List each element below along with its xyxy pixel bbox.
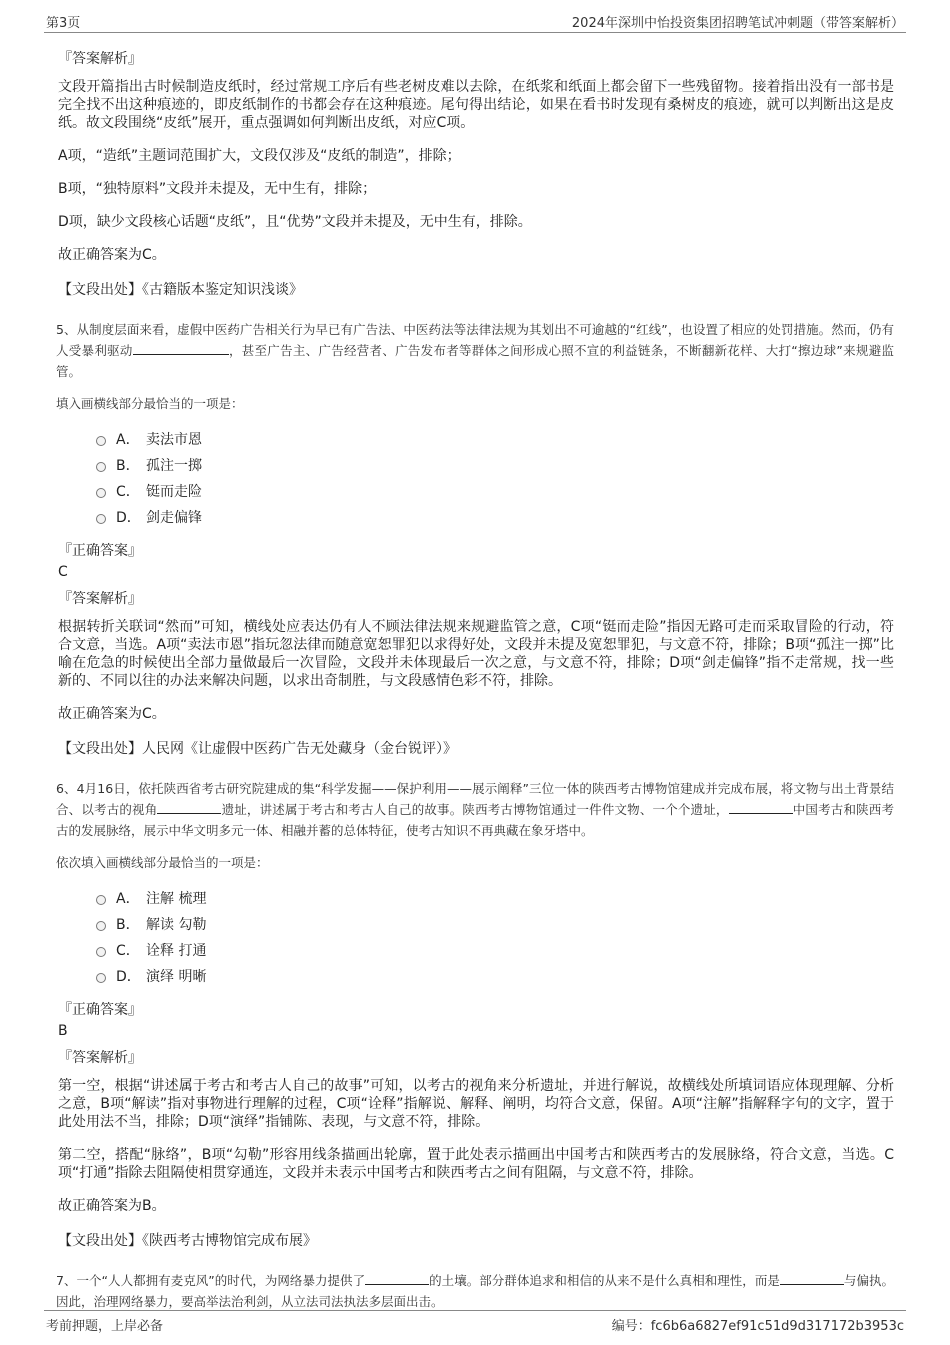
radio-icon[interactable] [96, 462, 106, 472]
q6-options [96, 885, 894, 989]
q4-analysis-paragraph: B项，“独特原料”文段并未提及，无中生有，排除； [58, 181, 377, 197]
radio-icon[interactable] [96, 895, 106, 905]
q5-options [96, 426, 894, 530]
radio-icon[interactable] [96, 488, 106, 498]
q6-stem-text: 中国考古和陕西考古的发展脉络，展示中华文明多元一体、相融并蓄的总体特征，使考古知识不再典藏在象牙塔中。 [56, 802, 894, 838]
page-content [56, 40, 894, 1324]
q5-stem [56, 319, 894, 382]
q7-stem-text: 与偏执。因此，治理网络暴力，要高举法治利剑，从立法司法执法多层面出击。 [56, 1273, 894, 1309]
q5-analysis-paragraph: 根据转折关联词“然而”可知，横线处应表达仍有人不顾法律法规来规避监管之意，C项“铤而走险”指因无路可走而采取冒险的行动，符合文意，当选。A项“卖法市恩”指玩忽法律而随意宽恕罪犯以求得好处，文段并未提及宽恕罪犯，与文意不符，排除；B项“孤注一掷”比喻在危急的时候使出全部力量做最后一次冒险，文段并未体现最后一次之意，与文意不符，排除；D项“剑走偏锋”指不走常规，找一些新的、不同以往的办法来解决问题，以求出奇制胜，与文段感情色彩不符，排除。 [58, 619, 894, 689]
q4-analysis-label: 『答案解析』 [58, 51, 142, 67]
q4-analysis-paragraph: D项，缺少文段核心话题“皮纸”，且“优势”文段并未提及，无中生有，排除。 [58, 214, 532, 230]
q5-option-b[interactable] [96, 452, 894, 478]
option-text: 诠释 打通 [146, 943, 207, 959]
option-text: 孤注一掷 [146, 458, 202, 474]
q6-conclusion: 故正确答案为B。 [58, 1198, 166, 1214]
q5-correct-answer: C [58, 564, 68, 580]
option-letter: C． [116, 943, 140, 959]
q6-analysis-paragraph: 第二空，搭配“脉络”，B项“勾勒”形容用线条描画出轮廓，置于此处表示描画出中国考古和陕西考古的发展脉络，符合文意，当选。C项“打通”指除去阻隔使相贯穿通连，文段并未表示中国考古和陕西考古之间有阻隔，与文意不符，排除。 [58, 1147, 894, 1181]
footer-code [612, 1315, 904, 1334]
q5-stem-text: ，甚至广告主、广告经营者、广告发布者等群体之间形成心照不宣的利益链条，不断翻新花样、大打“擦边球”来规避监管。 [56, 343, 894, 379]
q7-stem-text: 的土壤。部分群体追求和相信的从来不是什么真相和理性，而是 [429, 1273, 780, 1288]
q6-stem-text: 6、4月16日，依托陕西省考古研究院建成的集“科学发掘——保护利用——展示阐释”三位一体的陕西考古博物馆建成并完成布展，将文物与出土背景结合、以考古的视角 [56, 781, 894, 817]
q5-option-c[interactable] [96, 478, 894, 504]
radio-icon[interactable] [96, 514, 106, 524]
q5-correct-label: 『正确答案』 [58, 543, 142, 559]
q5-option-a[interactable] [96, 426, 894, 452]
q5-option-d[interactable] [96, 504, 894, 530]
q5-blank [133, 340, 229, 355]
option-letter: D． [116, 510, 141, 526]
option-letter: A． [116, 432, 140, 448]
footer-code-value: fc6b6a6827ef91c51d9d317172b3953c [650, 1319, 904, 1334]
q6-option-c[interactable] [96, 937, 894, 963]
option-letter: A． [116, 891, 140, 907]
option-text: 卖法市恩 [146, 432, 202, 448]
q6-analysis-paragraph: 第一空，根据“讲述属于考古和考古人自己的故事”可知，以考古的视角来分析遗址，并进行解说，故横线处所填词语应体现理解、分析之意，B项“解读”指对事物进行理解的过程，C项“诠释”指解说、解释、阐明，均符合文意，保留。A项“注解”指解释字句的文字，置于此处用法不当，排除；D项“演绎”指铺陈、表现，与文意不符，排除。 [58, 1078, 894, 1130]
q4-analysis-paragraph: A项，“造纸”主题词范围扩大，文段仅涉及“皮纸的制造”，排除； [58, 148, 461, 164]
option-letter: C． [116, 484, 140, 500]
page-number: 第3页 [46, 16, 81, 31]
q6-stem [56, 778, 894, 841]
page-footer [44, 1310, 906, 1335]
q4-source: 【文段出处】《古籍版本鉴定知识浅谈》 [58, 282, 303, 298]
option-letter: D． [116, 969, 141, 985]
q7-stem [56, 1270, 894, 1312]
q7-blank-1 [365, 1270, 429, 1285]
q6-correct-answer: B [58, 1023, 68, 1039]
option-letter: B． [116, 917, 140, 933]
radio-icon[interactable] [96, 973, 106, 983]
q4-analysis-paragraph: 文段开篇指出古时候制造皮纸时，经过常规工序后有些老树皮难以去除，在纸浆和纸面上都会留下一些残留物。接着指出没有一部书是完全找不出这种痕迹的，即皮纸制作的书都会存在这种痕迹。尾句得出结论，如果在看书时发现有桑树皮的痕迹，就可以判断出这是皮纸。故文段围绕“皮纸”展开，重点强调如何判断出皮纸，对应C项。 [58, 79, 894, 131]
q6-stem-text: 遗址，讲述属于考古和考古人自己的故事。陕西考古博物馆通过一件件文物、一个个遗址， [221, 802, 729, 817]
q6-correct-label: 『正确答案』 [58, 1002, 142, 1018]
document-title: 2024年深圳中怡投资集团招聘笔试冲刺题（带答案解析） [571, 16, 904, 31]
q5-stem-text: 5、从制度层面来看，虚假中医药广告相关行为早已有广告法、中医药法等法律法规为其划出不可逾越的“红线”，也设置了相应的处罚措施。然而，仍有人受暴利驱动 [56, 322, 894, 358]
q6-analysis-label: 『答案解析』 [58, 1050, 142, 1066]
q6-option-d[interactable] [96, 963, 894, 989]
q6-option-a[interactable] [96, 885, 894, 911]
option-text: 解读 勾勒 [146, 917, 207, 933]
q6-instruction: 依次填入画横线部分最恰当的一项是： [56, 855, 269, 870]
footer-slogan: 考前押题，上岸必备 [46, 1319, 164, 1334]
footer-code-label: 编号： [611, 1319, 651, 1334]
q4-conclusion: 故正确答案为C。 [58, 247, 166, 263]
q5-instruction: 填入画横线部分最恰当的一项是： [56, 396, 244, 411]
q7-blank-2 [780, 1270, 844, 1285]
option-text: 铤而走险 [146, 484, 202, 500]
q6-blank-1 [157, 799, 221, 814]
q5-source: 【文段出处】人民网《让虚假中医药广告无处藏身（金台锐评）》 [58, 741, 457, 757]
radio-icon[interactable] [96, 921, 106, 931]
q7-stem-text: 7、一个“人人都拥有麦克风”的时代，为网络暴力提供了 [56, 1273, 366, 1288]
q5-conclusion: 故正确答案为C。 [58, 706, 166, 722]
q5-analysis-label: 『答案解析』 [58, 591, 142, 607]
option-text: 剑走偏锋 [146, 510, 202, 526]
option-text: 注解 梳理 [146, 891, 207, 907]
option-text: 演绎 明晰 [146, 969, 207, 985]
q6-option-b[interactable] [96, 911, 894, 937]
radio-icon[interactable] [96, 947, 106, 957]
q6-blank-2 [729, 799, 793, 814]
q6-source: 【文段出处】《陕西考古博物馆完成布展》 [58, 1233, 317, 1249]
option-letter: B． [116, 458, 140, 474]
page-header [44, 10, 906, 33]
radio-icon[interactable] [96, 436, 106, 446]
